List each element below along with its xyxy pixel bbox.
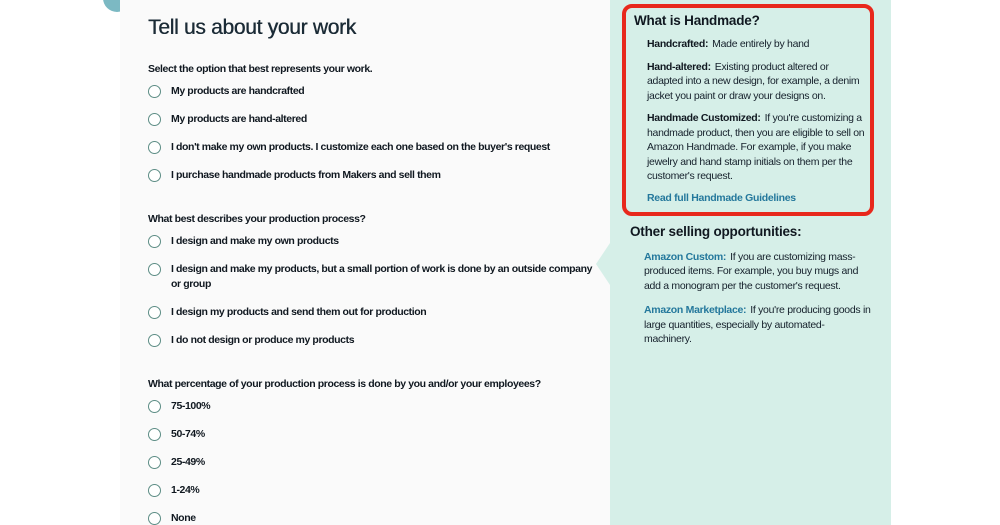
- handmade-guidelines-link[interactable]: Read full Handmade Guidelines: [647, 191, 796, 204]
- radio-option-purchase-resell[interactable]: [148, 168, 610, 183]
- radio-option-label: I purchase handmade products from Makers and sell them: [171, 169, 441, 181]
- amazon-marketplace-link[interactable]: Amazon Marketplace:: [644, 304, 747, 316]
- definition-term: Handcrafted:: [647, 38, 709, 50]
- radio-option-design-make-outside-help[interactable]: [148, 262, 610, 292]
- definition-text: If you're customizing a handmade product, then you are eligible to sell on Amazon Handmade. For example, if you make jewelry and hand stamp initials on them per the customer's request.: [647, 112, 865, 182]
- radio-option-customize[interactable]: [148, 140, 610, 155]
- radio-option-label: 1-24%: [171, 484, 200, 496]
- radio-option-none[interactable]: [148, 511, 610, 525]
- radio-icon[interactable]: [148, 235, 161, 248]
- sidebar-pointer-icon: [596, 243, 610, 285]
- radio-option-design-send-out[interactable]: [148, 305, 610, 320]
- radio-icon[interactable]: [148, 263, 161, 276]
- radio-icon[interactable]: [148, 113, 161, 126]
- other-opportunities-heading: Other selling opportunities:: [630, 223, 802, 239]
- what-is-handmade-panel: [622, 4, 874, 216]
- definition-amazon-marketplace: [644, 303, 871, 347]
- radio-option-label: 25-49%: [171, 456, 205, 468]
- form-card: [120, 0, 610, 525]
- radio-option-label: My products are hand-altered: [171, 113, 307, 125]
- info-sidebar: [610, 0, 891, 525]
- radio-option-1-24[interactable]: [148, 483, 610, 498]
- radio-option-label: None: [171, 512, 196, 524]
- radio-icon[interactable]: [148, 85, 161, 98]
- definition-handcrafted: [647, 37, 866, 52]
- question-production-process: [148, 212, 610, 348]
- radio-icon[interactable]: [148, 512, 161, 525]
- other-selling-opportunities-section: [630, 223, 871, 347]
- radio-icon[interactable]: [148, 334, 161, 347]
- question-label: What percentage of your production process is done by you and/or your employees?: [148, 378, 541, 390]
- definition-text: If you are customizing mass-produced items. For example, you buy mugs and add a monogram per the customer's request.: [644, 250, 859, 292]
- amazon-custom-link[interactable]: Amazon Custom:: [644, 250, 727, 263]
- radio-option-label: 75-100%: [171, 400, 211, 412]
- radio-option-25-49[interactable]: [148, 455, 610, 470]
- page-title: Tell us about your work: [148, 16, 356, 39]
- radio-icon[interactable]: [148, 169, 161, 182]
- radio-option-label: I design and make my products, but a small portion of work is done by an outside company or group: [171, 263, 593, 290]
- question-label: Select the option that best represents your work.: [148, 63, 373, 75]
- definition-hand-altered: [647, 60, 866, 104]
- radio-option-label: I do not design or produce my products: [171, 334, 355, 346]
- radio-option-label: I design my products and send them out for production: [171, 306, 427, 318]
- question-label: What best describes your production process?: [148, 213, 366, 225]
- radio-option-no-design-produce[interactable]: [148, 333, 610, 348]
- definition-term: Handmade Customized:: [647, 112, 761, 124]
- radio-option-hand-altered[interactable]: [148, 112, 610, 127]
- radio-option-label: 50-74%: [171, 428, 205, 440]
- definition-handmade-customized: [647, 111, 866, 184]
- definition-text: If you're producing goods in large quantities, especially by automated-machinery.: [644, 304, 871, 345]
- question-production-percentage: [148, 377, 610, 525]
- radio-option-50-74[interactable]: [148, 427, 610, 442]
- radio-icon[interactable]: [148, 456, 161, 469]
- question-work-type: [148, 62, 610, 183]
- radio-option-label: I don't make my own products. I customize each one based on the buyer's request: [171, 141, 550, 153]
- radio-icon[interactable]: [148, 428, 161, 441]
- radio-icon[interactable]: [148, 306, 161, 319]
- work-form: [120, 0, 610, 525]
- radio-option-label: My products are handcrafted: [171, 85, 305, 97]
- radio-option-design-make-own[interactable]: [148, 234, 610, 249]
- definition-amazon-custom: [644, 250, 871, 294]
- radio-icon[interactable]: [148, 484, 161, 497]
- radio-option-label: I design and make my own products: [171, 235, 339, 247]
- definition-text: Existing product altered or adapted into a new design, for example, a denim jacket you paint or draw your designs on.: [647, 60, 860, 102]
- panel-title: What is Handmade?: [634, 13, 760, 28]
- radio-icon[interactable]: [148, 141, 161, 154]
- radio-option-handcrafted[interactable]: [148, 84, 610, 99]
- definition-term: Hand-altered:: [647, 60, 711, 73]
- radio-icon[interactable]: [148, 400, 161, 413]
- definition-text: Made entirely by hand: [712, 38, 810, 50]
- radio-option-75-100[interactable]: [148, 399, 610, 414]
